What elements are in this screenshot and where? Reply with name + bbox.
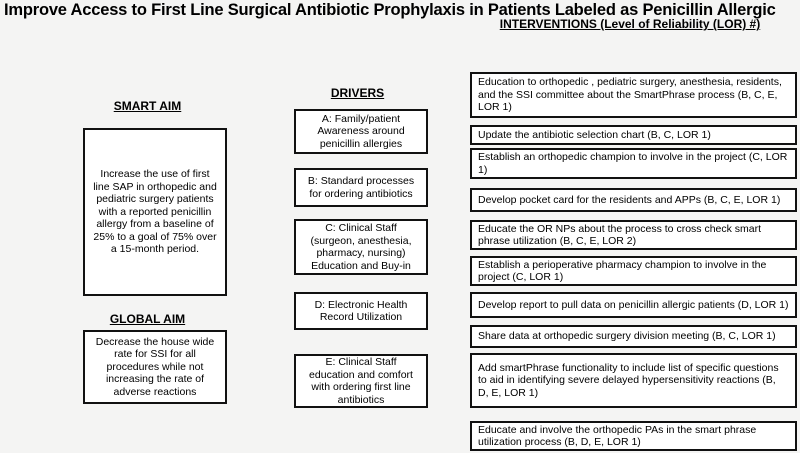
intervention-text: Establish a perioperative pharmacy champion to involve in the project (C, LOR 1) xyxy=(478,258,767,283)
diagram-title: Improve Access to First Line Surgical Antibiotic Prophylaxis in Patients Labeled as Penicillin Allergic xyxy=(4,1,776,19)
intervention-text: Add smartPhrase functionality to include list of specific questions to aid in identifying severe delayed hypersensitivity reactions (B, D, E, LOR 1) xyxy=(478,361,779,399)
intervention-1 xyxy=(470,72,797,118)
intervention-text: Educate and involve the orthopedic PAs in the smart phrase utilization process (B, D, E, LOR 1) xyxy=(478,423,757,448)
smart-aim-box xyxy=(83,128,227,296)
intervention-text: Update the antibiotic selection chart (B, C, LOR 1) xyxy=(478,128,711,141)
intervention-text: Share data at orthopedic surgery division meeting (B, C, LOR 1) xyxy=(478,330,776,343)
global-aim-text: Decrease the house wide rate for SSI for all procedures while not increasing the rate of adverse reactions xyxy=(95,335,215,398)
intervention-8 xyxy=(470,325,797,348)
intervention-7 xyxy=(470,292,797,318)
driver-e xyxy=(294,354,428,408)
intervention-6 xyxy=(470,256,797,286)
smart-aim-text: Increase the use of first line SAP in orthopedic and pediatric surgery patients with a reported penicillin allergy from a baseline of 25% to a goal of 75% over a 15-month period. xyxy=(93,168,217,256)
intervention-2 xyxy=(470,125,797,145)
intervention-5 xyxy=(470,220,797,250)
driver-c xyxy=(294,219,428,275)
driver-text: E: Clinical Staff education and comfort with ordering first line antibiotics xyxy=(309,356,413,406)
intervention-9 xyxy=(470,353,797,408)
driver-text: B: Standard processes for ordering antibiotics xyxy=(307,175,415,200)
driver-b xyxy=(294,168,428,207)
driver-text: D: Electronic Health Record Utilization xyxy=(314,298,408,323)
driver-d xyxy=(294,292,428,330)
driver-a xyxy=(294,109,428,154)
intervention-text: Educate the OR NPs about the process to cross check smart phrase utilization (B, C, E, LOR 2) xyxy=(478,222,762,247)
global-aim-heading: GLOBAL AIM xyxy=(109,312,186,326)
smart-aim-heading: SMART AIM xyxy=(113,99,182,113)
intervention-10 xyxy=(470,421,797,451)
intervention-text: Education to orthopedic , pediatric surgery, anesthesia, residents, and the SSI committee about the SmartPhrase process (B, C, E, LOR 1) xyxy=(478,76,782,114)
intervention-text: Establish an orthopedic champion to involve in the project (C, LOR 1) xyxy=(478,151,788,176)
intervention-3 xyxy=(470,148,797,179)
interventions-heading: INTERVENTIONS (Level of Reliability (LOR) #) xyxy=(499,17,761,31)
intervention-text: Develop report to pull data on penicillin allergic patients (D, LOR 1) xyxy=(478,298,789,311)
intervention-text: Develop pocket card for the residents and APPs (B, C, E, LOR 1) xyxy=(478,193,781,206)
driver-text: C: Clinical Staff (surgeon, anesthesia, pharmacy, nursing) Education and Buy-in xyxy=(310,222,412,272)
drivers-heading: DRIVERS xyxy=(330,86,385,100)
global-aim-box xyxy=(83,330,227,404)
driver-text: A: Family/patient Awareness around penicillin allergies xyxy=(317,112,405,150)
intervention-4 xyxy=(470,188,797,212)
